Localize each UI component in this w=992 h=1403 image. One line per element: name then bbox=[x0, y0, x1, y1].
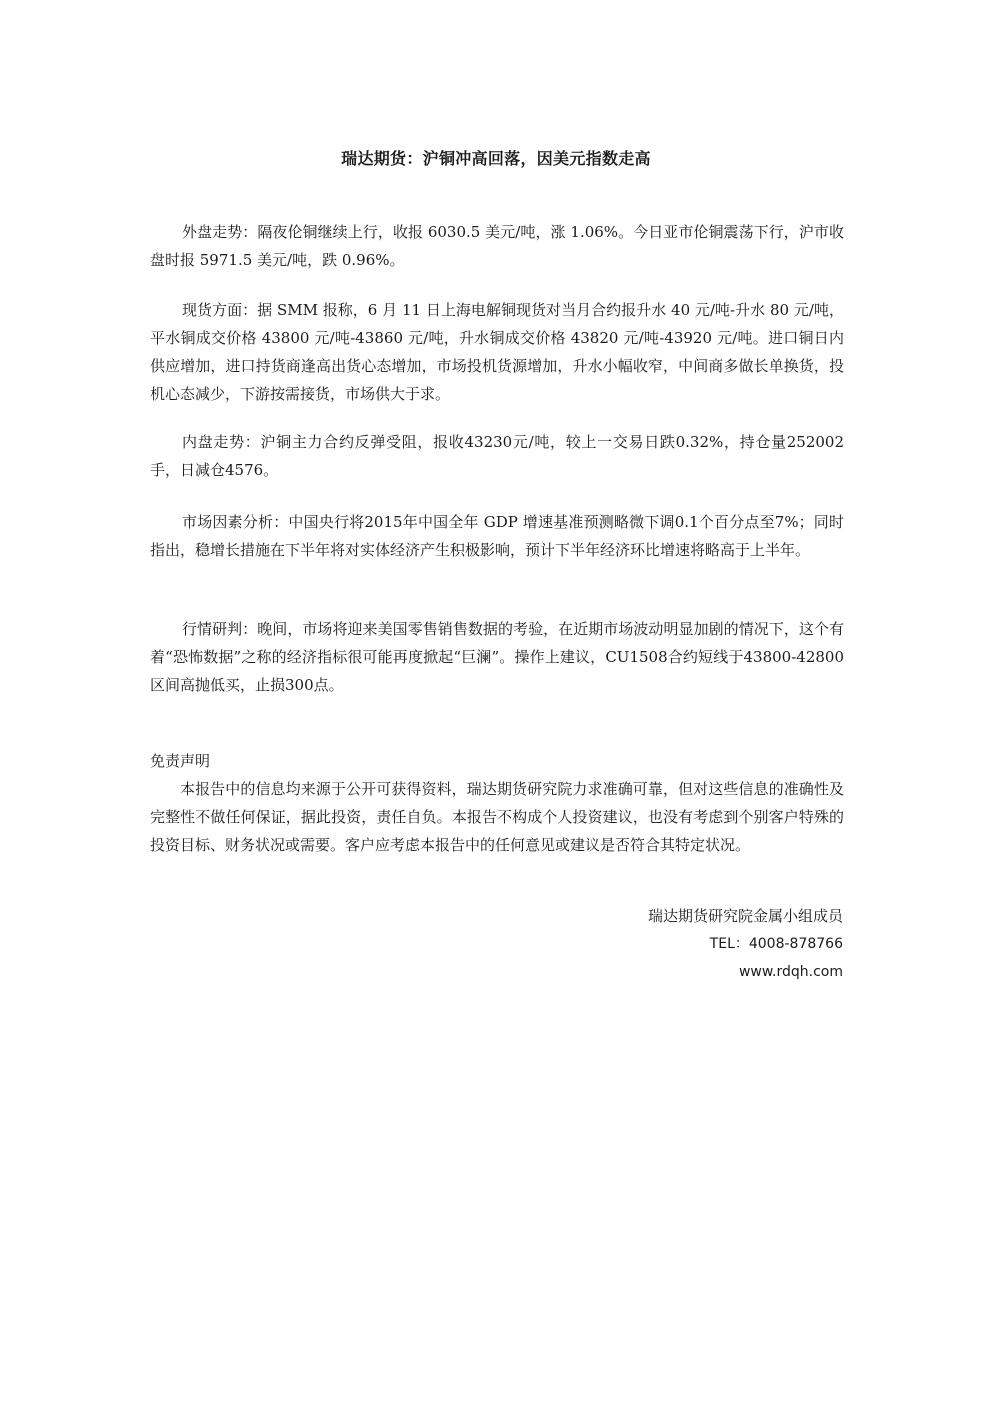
signature-org: 瑞达期货研究院金属小组成员 bbox=[647, 907, 843, 925]
paragraph-outlook bbox=[150, 615, 844, 699]
paragraph-text: 市场因素分析：中国央行将2015年中国全年 GDP 增速基准预测略微下调0.1个百分点至7%；同时指出，稳增长措施在下半年将对实体经济产生积极影响，预计下半年经济环比增速将略高于上半年。 bbox=[150, 513, 844, 559]
paragraph-text: 外盘走势：隔夜伦铜继续上行，收报 6030.5 美元/吨，涨 1.06%。今日亚市伦铜震荡下行，沪市收盘时报 5971.5 美元/吨，跌 0.96%。 bbox=[150, 223, 844, 269]
signature-block bbox=[648, 902, 843, 986]
disclaimer-heading: 免责声明 bbox=[150, 752, 211, 770]
signature-tel: TEL：4008-878766 bbox=[709, 936, 843, 952]
disclaimer-section bbox=[150, 747, 844, 859]
paragraph-text: 行情研判：晚间，市场将迎来美国零售销售数据的考验，在近期市场波动明显加剧的情况下，这个有着“恐怖数据”之称的经济指标很可能再度掀起“巨澜”。操作上建议，CU1508合约短线于43800-42800区间高抛低买，止损300点。 bbox=[150, 620, 844, 694]
document-title: 瑞达期货：沪铜冲高回落，因美元指数走高 bbox=[341, 149, 651, 168]
disclaimer-body: 本报告中的信息均来源于公开可获得资料，瑞达期货研究院力求准确可靠，但对这些信息的准确性及完整性不做任何保证，据此投资，责任自负。本报告不构成个人投资建议，也没有考虑到个别客户特殊的投资目标、财务状况或需要。客户应考虑本报告中的任何意见或建议是否符合其特定状况。 bbox=[150, 780, 844, 854]
paragraph-text: 现货方面：据 SMM 报称，6 月 11 日上海电解铜现货对当月合约报升水 40 元/吨-升水 80 元/吨，平水铜成交价格 43800 元/吨-43860 元/吨，升水铜成交价格 43820 元/吨-43920 元/吨。进口铜日内供应增加，进口持货商逢高出货心态增加，市场投机货源增加，升水小幅收窄，中间商多做长单换货，投机心态减少，下游按需接货，市场供大于求。 bbox=[150, 301, 844, 403]
paragraph-overseas-market bbox=[150, 218, 844, 274]
paragraph-market-factors bbox=[150, 508, 844, 564]
signature-website: www.rdqh.com bbox=[738, 964, 843, 980]
paragraph-spot-market bbox=[150, 296, 844, 408]
paragraph-text: 内盘走势：沪铜主力合约反弹受阻，报收43230元/吨，较上一交易日跌0.32%，持仓量252002手，日减仓4576。 bbox=[150, 433, 844, 479]
paragraph-domestic-market bbox=[150, 428, 844, 484]
